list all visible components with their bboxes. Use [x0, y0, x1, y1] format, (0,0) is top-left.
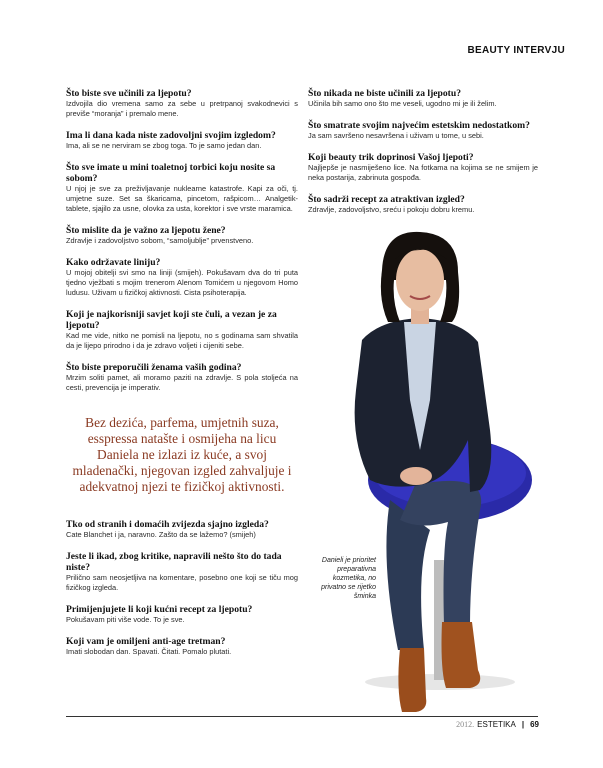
qa-item: [308, 88, 538, 109]
answer: Imati slobodan dan. Spavati. Čitati. Pomalo plutati.: [66, 647, 232, 656]
answer: Prilično sam neosjetljiva na komentare, posebno one koji se tiču mog fizičkog izgleda.: [66, 573, 298, 592]
qa-item: [66, 88, 298, 119]
qa-item: [66, 636, 298, 657]
answer: Učinila bih samo ono što me veseli, ugodno mi je ili želim.: [308, 99, 497, 108]
question: Što nikada ne biste učinili za ljepotu?: [308, 88, 461, 99]
footer-separator: |: [521, 720, 525, 729]
right-column: [308, 88, 538, 226]
question: Što sve imate u mini toaletnoj torbici koju nosite sa sobom?: [66, 162, 276, 184]
answer: Cate Blanchet i ja, naravno. Zašto da se lažemo? (smijeh): [66, 530, 256, 539]
qa-item: [308, 152, 538, 183]
question: Primijenjujete li koji kućni recept za ljepotu?: [66, 604, 253, 615]
answer: Izdvojila dio vremena samo za sebe u pretrpanoj svakodnevici s previše “moranja” i premalo mene.: [66, 99, 298, 118]
pull-quote: Bez dezića, parfema, umjetnih suza, esspressa natašte i osmijeha na licu Daniela ne izlazi iz kuće, a svoj mladenački, njegovan izgled zahvaljuje i adekvatnoj njezi te fizičkoj aktivnosti.: [72, 415, 292, 494]
question: Jeste li ikad, zbog kritike, napravili nešto što do tada niste?: [66, 551, 282, 573]
answer: Kad me vide, nitko ne pomisli na ljepotu, no s godinama sam shvatila da je lijepo prirodno i da je zdravo voljeti i cijeniti sebe.: [66, 331, 298, 350]
question: Koji je najkorisniji savjet koji ste čuli, a vezan je za ljepotu?: [66, 309, 277, 331]
hands: [400, 467, 432, 485]
question: Što mislite da je važno za ljepotu žene?: [66, 225, 226, 236]
footer-rule: [66, 716, 538, 717]
boot-right: [442, 622, 481, 688]
qa-item: [308, 194, 538, 215]
question: Koji beauty trik doprinosi Vašoj ljepoti?: [308, 152, 474, 163]
qa-item: [66, 162, 298, 214]
answer: Pokušavam piti više vode. To je sve.: [66, 615, 185, 624]
right-qa-list: [308, 88, 538, 215]
footer-magazine: ESTETIKA: [477, 720, 516, 729]
question: Što sadrži recept za atraktivan izgled?: [308, 194, 465, 205]
answer: Najljepše je nasmiješeno lice. Na fotkama na kojima se ne smijem je neka postarija, zabrinuta gospođa.: [308, 163, 538, 182]
qa-item: [66, 551, 298, 593]
answer: U mojoj obitelji svi smo na liniji (smijeh). Pokušavam dva do tri puta tjedno vježbati s mojim trenerom Alenom Tomićem u njegovom Homo ludusu. Uživam u fizičkoj aktivnosti. Cista psihoterapija.: [66, 268, 298, 297]
left-qa-list-2: [66, 519, 298, 657]
qa-item: [66, 519, 298, 540]
question: Što biste sve učinili za ljepotu?: [66, 88, 192, 99]
qa-item: [66, 604, 298, 625]
qa-item: [66, 130, 298, 151]
portrait-photo: [320, 230, 550, 730]
qa-item: [66, 362, 298, 393]
answer: Mrzim soliti pamet, ali moramo paziti na zdravlje. S pola stoljeća na cesti, prevencija je imperativ.: [66, 373, 298, 392]
answer: Zdravlje i zadovoljstvo sobom, “samoljublje” prvenstveno.: [66, 236, 254, 245]
question: Što smatrate svojim najvećim estetskim nedostatkom?: [308, 120, 530, 131]
section-label: BEAUTY INTERVJU: [467, 45, 565, 56]
answer: Ima, ali se ne nerviram se zbog toga. To je samo jedan dan.: [66, 141, 262, 150]
question: Ima li dana kada niste zadovoljni svojim izgledom?: [66, 130, 276, 141]
qa-item: [66, 225, 298, 246]
answer: U njoj je sve za preživljavanje nuklearne katastrofe. Kapi za oči, tj. umjetne suze. Set sa škaricama, pincetom, rašpicom… Analgetik-tablete, sjajilo za usne, olovka za usta, korektor i sve vrste maramica.: [66, 184, 298, 213]
page-footer: [456, 720, 539, 729]
answer: Zdravlje, zadovoljstvo, sreću i pokoju dobru kremu.: [308, 205, 475, 214]
boot-left: [398, 648, 426, 712]
footer-year: 2012.: [456, 720, 475, 729]
answer: Ja sam savršeno nesavršena i uživam u tome, u sebi.: [308, 131, 484, 140]
left-qa-list: [66, 88, 298, 393]
face: [396, 249, 444, 311]
qa-item: [66, 309, 298, 351]
qa-item: [308, 120, 538, 141]
question: Koji vam je omiljeni anti-age tretman?: [66, 636, 226, 647]
page-number: 69: [530, 720, 539, 729]
qa-item: [66, 257, 298, 298]
question: Što biste preporučili ženama vaših godina?: [66, 362, 242, 373]
photo-caption: Danieli je prioritet preparativna kozmetika, no privatno se rijetko šminka: [321, 557, 376, 600]
left-column: [66, 88, 298, 668]
question: Tko od stranih i domaćih zvijezda sjajno izgleda?: [66, 519, 269, 530]
question: Kako održavate liniju?: [66, 257, 161, 268]
